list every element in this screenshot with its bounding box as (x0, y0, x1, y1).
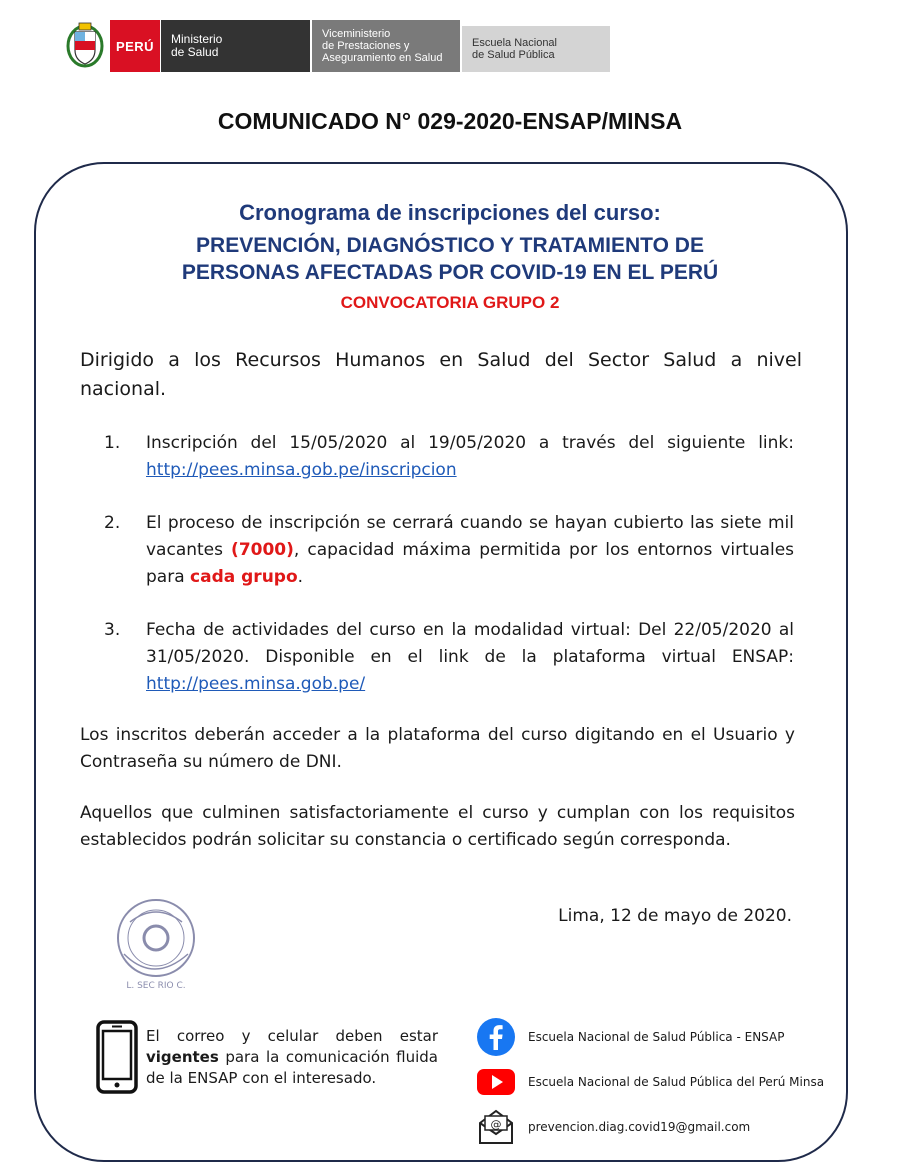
list-item (104, 430, 794, 484)
facebook-icon (476, 1017, 516, 1057)
header-logos (66, 20, 610, 72)
ministry-line-2: de Salud (171, 45, 219, 59)
list-number: 2. (104, 513, 121, 533)
document-number: COMUNICADO N° 029-2020-ENSAP/MINSA (217, 108, 683, 134)
youtube-label: Escuela Nacional de Salud Pública del Perú Minsa (528, 1075, 825, 1089)
svg-text:@: @ (490, 1118, 502, 1131)
registration-link[interactable]: http://pees.minsa.gob.pe/inscripcion (146, 460, 457, 480)
youtube-icon (476, 1062, 516, 1102)
contact-note-text: El correo y celular deben estar (146, 1027, 438, 1045)
vice-line-3: Aseguramiento en Salud (322, 52, 443, 64)
group-highlight: cada grupo (190, 567, 298, 587)
contact-note-bold: vigentes (146, 1048, 219, 1066)
platform-link[interactable]: http://pees.minsa.gob.pe/ (146, 674, 366, 694)
school-label (462, 26, 610, 72)
official-stamp (110, 892, 202, 992)
list-item (104, 617, 794, 698)
peru-label: PERÚ (110, 20, 160, 72)
title-schedule: Cronograma de inscripciones del curso: (239, 200, 661, 225)
ministry-label (160, 20, 310, 72)
school-line-2: de Salud Pública (472, 49, 555, 61)
viceministry-label (312, 20, 460, 72)
course-title-line-2: PERSONAS AFECTADAS POR COVID-19 EN EL PERÚ (181, 261, 719, 284)
intro-paragraph: Dirigido a los Recursos Humanos en Salud del Sector Salud a nivel nacional. (80, 349, 802, 400)
coat-of-arms-icon (66, 20, 104, 70)
email-icon (476, 1107, 516, 1147)
facebook-contact[interactable] (476, 1017, 784, 1057)
certificate-paragraph: Aquellos que culminen satisfactoriamente el curso y cumplan con los requisitos establecidos podrán solicitar su constancia o certificado según corresponda. (80, 803, 795, 850)
list-text: Inscripción del 15/05/2020 al 19/05/2020 a través del siguiente link: (146, 433, 794, 453)
list-number: 1. (104, 433, 121, 453)
email-label[interactable]: prevencion.diag.covid19@gmail.com (528, 1120, 751, 1134)
ministry-line-1: Ministerio (171, 32, 223, 46)
access-paragraph: Los inscritos deberán acceder a la plataforma del curso digitando en el Usuario y Contraseña su número de DNI. (80, 725, 795, 772)
list-number: 3. (104, 620, 121, 640)
youtube-contact[interactable] (476, 1062, 824, 1102)
list-item (104, 510, 794, 591)
course-title (0, 232, 900, 286)
phone-icon (96, 1020, 138, 1094)
vice-line-1: Viceministerio (322, 28, 391, 40)
course-title-line-1: PREVENCIÓN, DIAGNÓSTICO Y TRATAMIENTO DE (196, 234, 704, 257)
list-text: El proceso de inscripción se cerrará cuando se hayan cubierto las siete mil vacantes (146, 513, 794, 560)
list-text: , capacidad máxima permitida por los entornos virtuales para (146, 540, 795, 587)
svg-text:L. SEC RIO C.: L. SEC RIO C. (126, 981, 186, 991)
facebook-label: Escuela Nacional de Salud Pública - ENSAP (528, 1030, 785, 1044)
list-text: . (297, 567, 304, 587)
contact-note-text: para la comunicación fluida de la ENSAP con el interesado. (146, 1048, 438, 1087)
group-title: CONVOCATORIA GRUPO 2 (340, 293, 560, 312)
vice-line-2: de Prestaciones y (322, 40, 410, 52)
school-line-1: Escuela Nacional (472, 37, 557, 49)
vacancies-highlight: (7000) (231, 540, 294, 560)
contact-note (146, 1026, 438, 1089)
email-contact[interactable] (476, 1107, 750, 1147)
list-text: Fecha de actividades del curso en la modalidad virtual: Del 22/05/2020 al 31/05/2020. Disponible en el link de la plataforma virtual ENSAP: (146, 620, 794, 667)
date-line: Lima, 12 de mayo de 2020. (558, 906, 792, 926)
